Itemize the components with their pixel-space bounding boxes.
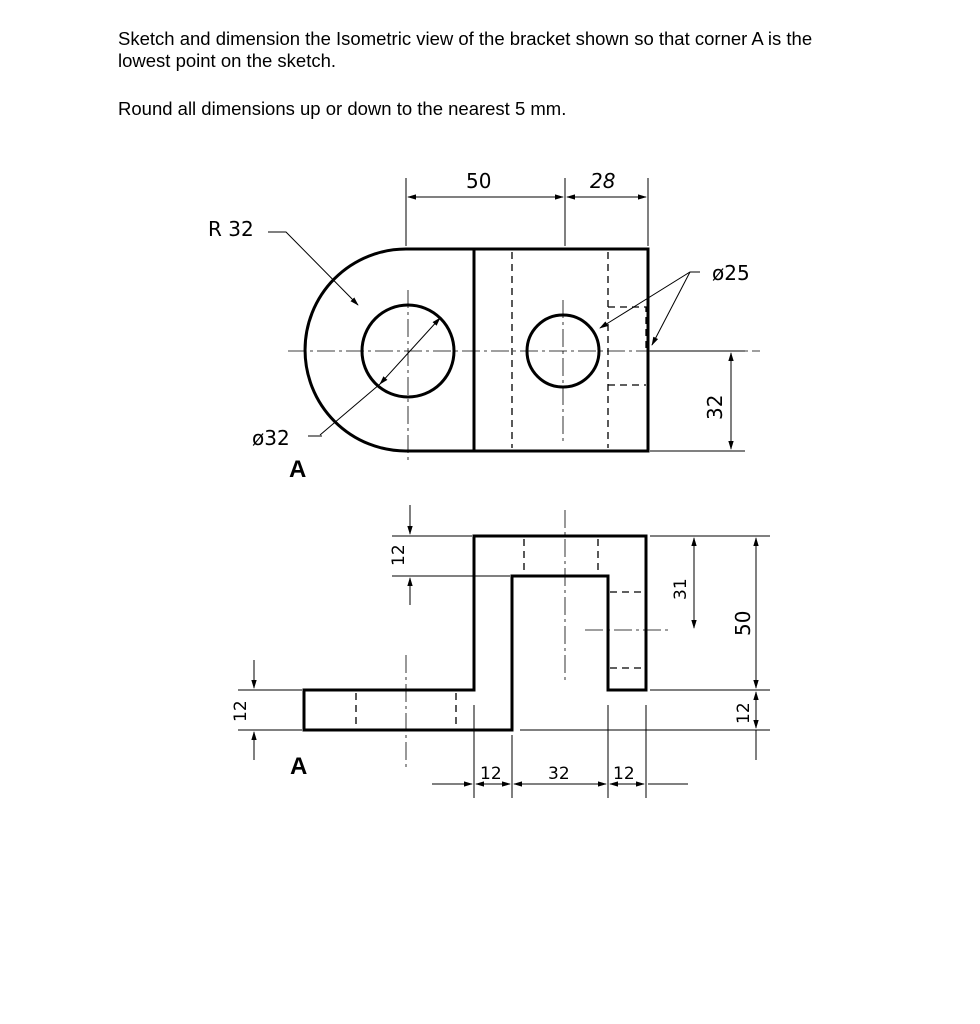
top-hidden-hole-slot — [608, 307, 646, 350]
instruction-line-1: Sketch and dimension the Isometric view of the bracket shown so that corner A is the — [118, 28, 813, 49]
instruction-line-3: Round all dimensions up or down to the nearest 5 mm. — [118, 98, 567, 119]
dim-28: 28 — [590, 169, 616, 193]
hole-small-leader-2 — [652, 272, 690, 345]
front-view — [231, 505, 770, 798]
instruction-line-2: lowest point on the sketch. — [118, 50, 337, 71]
corner-a-top: A — [289, 456, 307, 483]
hole-small-label: ø25 — [712, 261, 750, 285]
front-view-outline — [304, 536, 646, 730]
dim-12-bottom-right: 12 — [613, 764, 635, 784]
radius-label: R 32 — [208, 217, 254, 241]
dim-12-left: 12 — [231, 700, 251, 722]
corner-a-front: A — [290, 753, 308, 780]
top-view-outline — [305, 249, 648, 451]
top-view — [208, 169, 760, 483]
diameter-leader-large — [320, 384, 380, 435]
dim-12-top: 12 — [389, 544, 409, 566]
dim-31: 31 — [671, 578, 691, 600]
hole-large-label: ø32 — [252, 426, 290, 450]
hole-small-leader — [600, 272, 700, 328]
dim-50-vertical: 50 — [731, 610, 755, 636]
dim-50-top: 50 — [466, 169, 492, 193]
dim-32-bottom: 32 — [548, 764, 570, 784]
dim-32-vertical: 32 — [703, 394, 727, 420]
dim-12-bottom-left: 12 — [480, 764, 502, 784]
dim-12-right: 12 — [734, 702, 754, 724]
